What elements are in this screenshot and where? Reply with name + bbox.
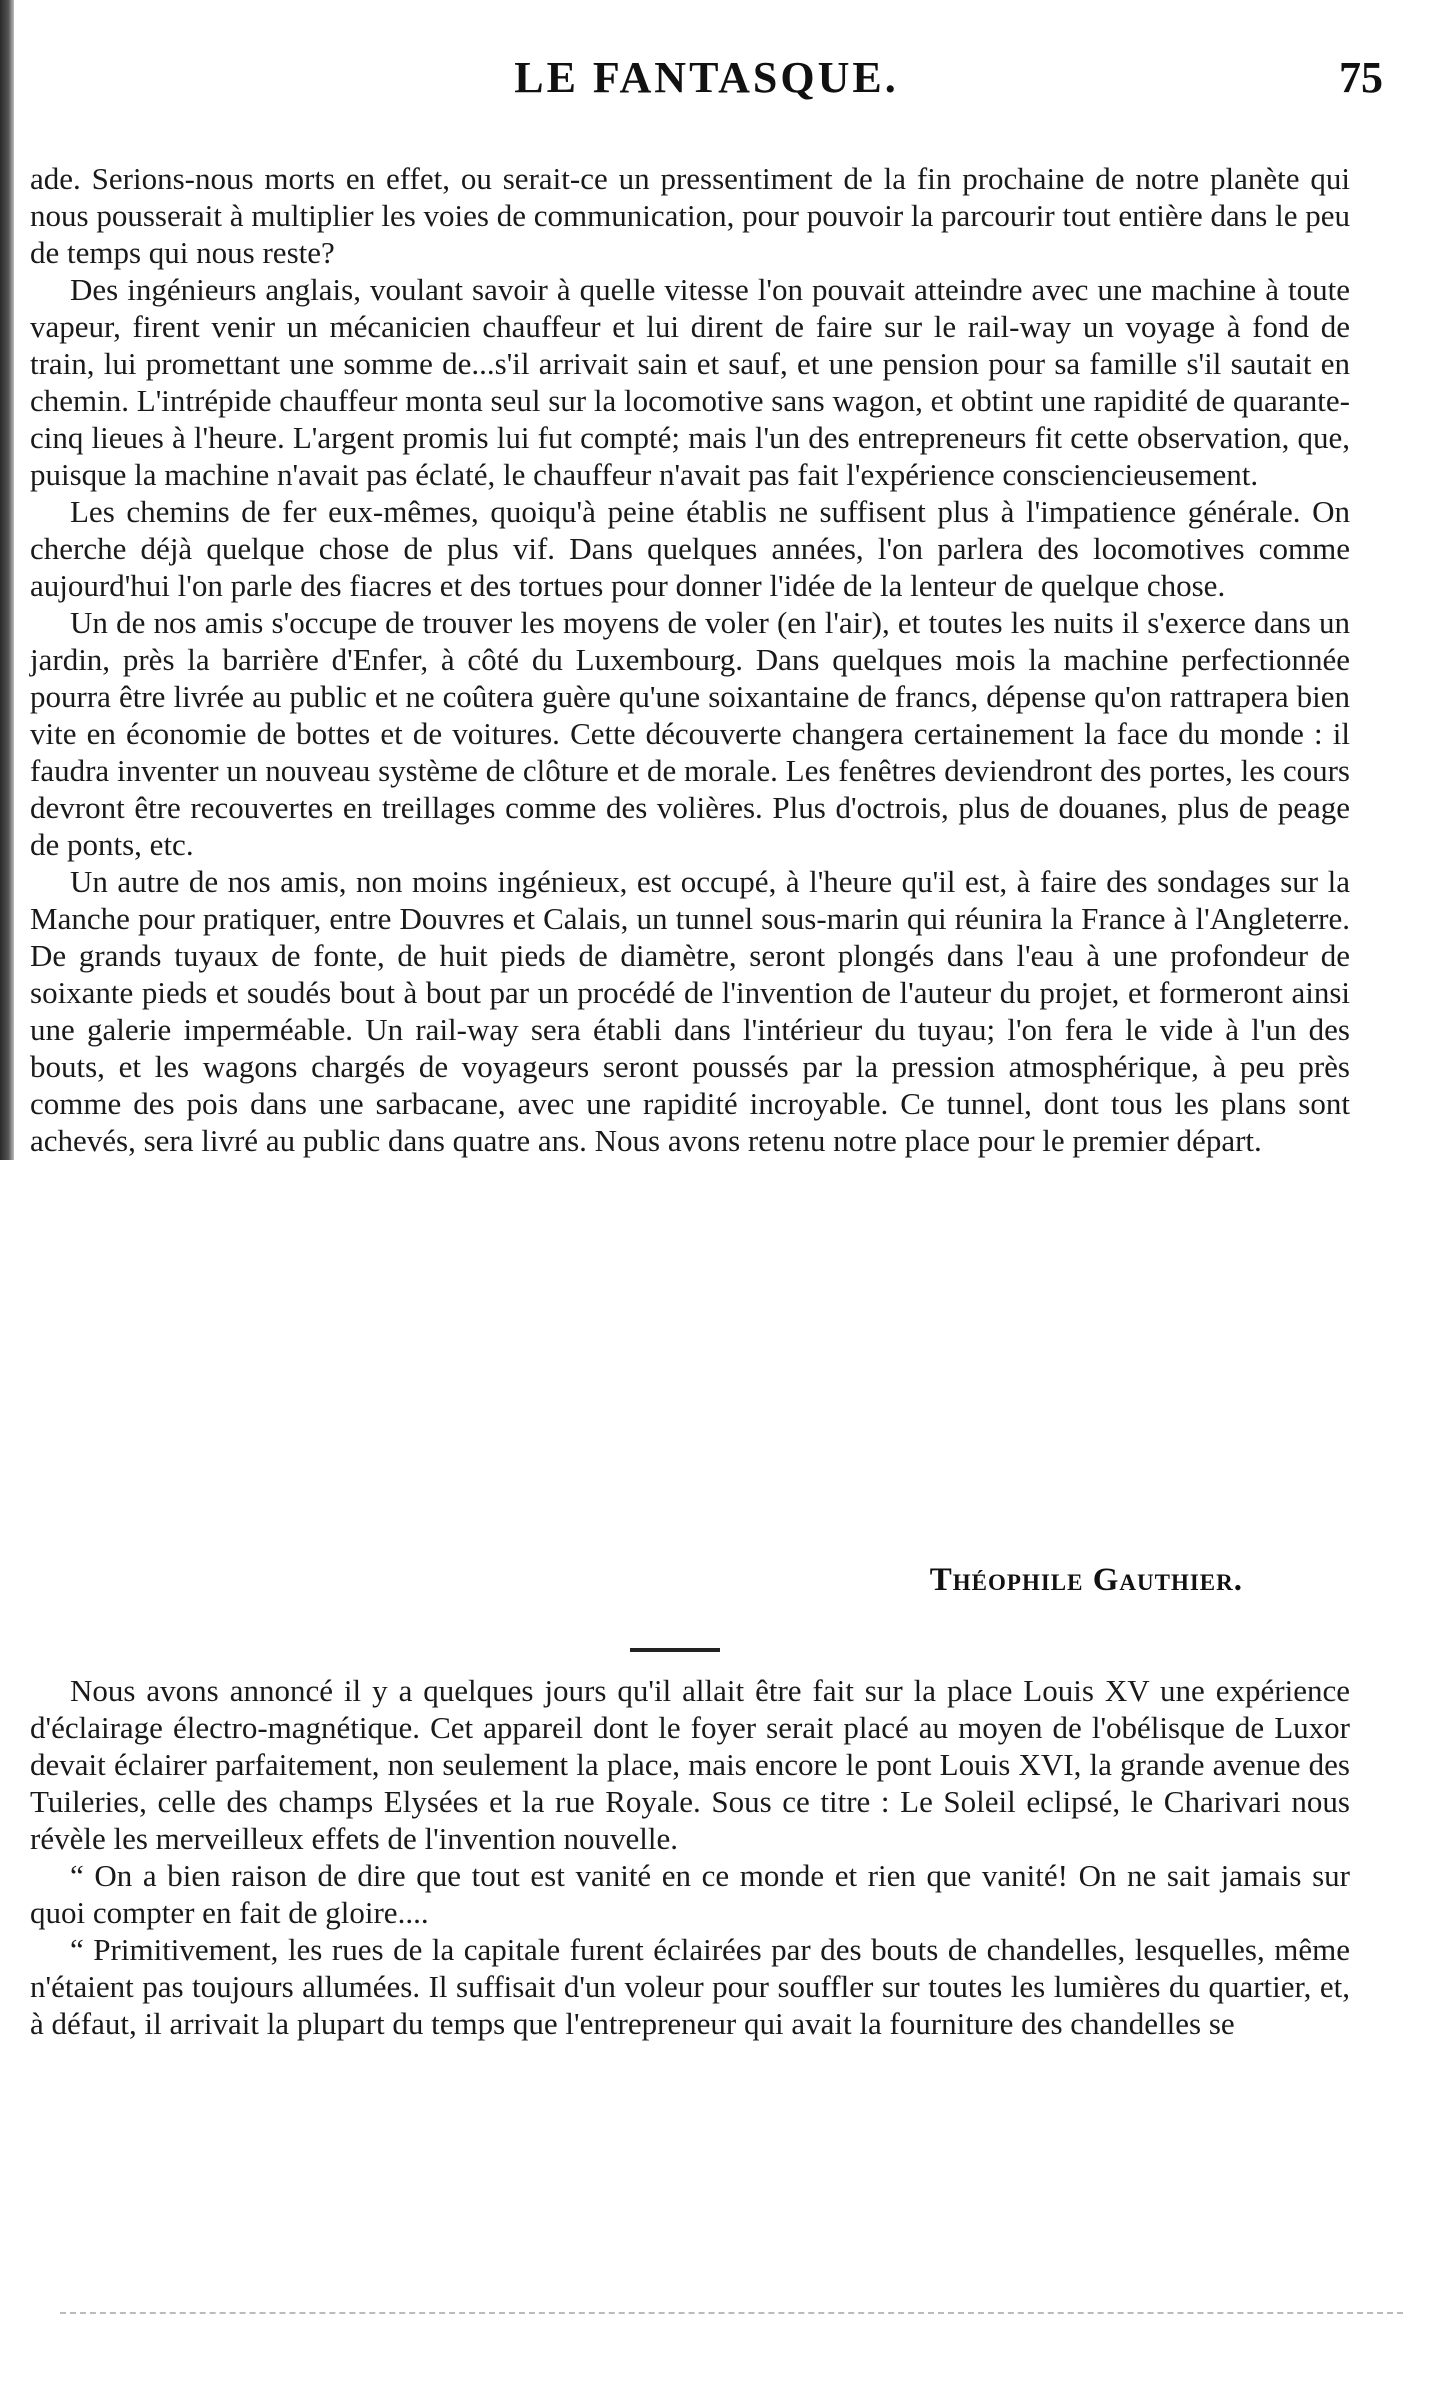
article-body	[30, 160, 1350, 1159]
article-paragraph: Un de nos amis s'occupe de trouver les moyens de voler (en l'air), et toutes les nuits il s'exerce dans un jardin, près la barrière d'Enfer, à côté du Luxembourg. Dans quelques mois la machine perfectionnée pourra être livrée au public et ne coûtera guère qu'une soixantaine de francs, dépense qu'on rattrapera bien vite en économie de bottes et de voitures. Cette découverte changera certainement la face du monde : il faudra inventer un nouveau système de clôture et de morale. Les fenêtres deviendront des portes, les cours devront être recouvertes en treillages comme des volières. Plus d'octrois, plus de douanes, plus de peage de ponts, etc.	[30, 605, 1350, 862]
bottom-rule	[60, 2312, 1403, 2314]
page-header	[30, 52, 1383, 122]
article-paragraph: Des ingénieurs anglais, voulant savoir à quelle vitesse l'on pouvait atteindre avec une machine à toute vapeur, firent venir un mécanicien chauffeur et lui dirent de faire sur le rail-way un voyage à fond de train, lui promettant une somme de...s'il arrivait sain et sauf, et une pension pour sa famille s'il sautait en chemin. L'intrépide chauffeur monta seul sur la locomotive sans wagon, et obtint une rapidité de quarante-cinq lieues à l'heure. L'argent promis lui fut compté; mais l'un des entrepreneurs fit cette observation, que, puisque la machine n'avait pas éclaté, le chauffeur n'avait pas fait l'expérience consciencieusement.	[30, 272, 1350, 492]
article-paragraph: Les chemins de fer eux-mêmes, quoiqu'à peine établis ne suffisent plus à l'impatience générale. On cherche déjà quelque chose de plus vif. Dans quelques années, l'on parlera des locomotives comme aujourd'hui l'on parle des fiacres et des tortues pour donner l'idée de la lenteur de quelque chose.	[30, 494, 1350, 603]
news-paragraph: Nous avons annoncé il y a quelques jours qu'il allait être fait sur la place Louis XV une expérience d'éclairage électro-magnétique. Cet appareil dont le foyer serait placé au moyen de l'obélisque de Luxor devait éclairer parfaitement, non seulement la place, mais encore le pont Louis XVI, la grande avenue des Tuileries, celle des champs Elysées et la rue Royale. Sous ce titre : Le Soleil eclipsé, le Charivari nous révèle les merveilleux effets de l'invention nouvelle.	[30, 1673, 1350, 1856]
running-title: LE FANTASQUE.	[514, 53, 899, 102]
article-paragraph: ade. Serions-nous morts en effet, ou serait-ce un pressentiment de la fin prochaine de notre planète qui nous pousserait à multiplier les voies de communication, pour pouvoir la parcourir tout entière dans le peu de temps qui nous reste?	[30, 161, 1350, 270]
page-binding-edge	[0, 0, 14, 1160]
news-paragraph: “ Primitivement, les rues de la capitale furent éclairées par des bouts de chandelles, lesquelles, même n'étaient pas toujours allumées. Il suffisait d'un voleur pour souffler sur toutes les lumières du quartier, et, à défaut, il arrivait la plupart du temps que l'entrepreneur qui avait la fourniture des chandelles se	[30, 1932, 1350, 2041]
page-number: 75	[1339, 53, 1383, 102]
news-paragraph: “ On a bien raison de dire que tout est vanité en ce monde et rien que vanité! On ne sait jamais sur quoi compter en fait de gloire....	[30, 1858, 1350, 1930]
news-item-body	[30, 1672, 1350, 2042]
author-signature: Théophile Gauthier.	[929, 1562, 1243, 1598]
section-divider	[630, 1648, 720, 1652]
article-paragraph: Un autre de nos amis, non moins ingénieux, est occupé, à l'heure qu'il est, à faire des sondages sur la Manche pour pratiquer, entre Douvres et Calais, un tunnel sous-marin qui réunira la France à l'Angleterre. De grands tuyaux de fonte, de huit pieds de diamètre, seront plongés dans l'eau à une profondeur de soixante pieds et soudés bout à bout par un procédé de l'invention de l'auteur du projet, et formeront ainsi une galerie imperméable. Un rail-way sera établi dans l'intérieur du tuyau; l'on fera le vide à l'un des bouts, et les wagons chargés de voyageurs seront poussés par la pression atmosphérique, à peu près comme des pois dans une sarbacane, avec une rapidité incroyable. Ce tunnel, dont tous les plans sont achevés, sera livré au public dans quatre ans. Nous avons retenu notre place pour le premier départ.	[30, 864, 1350, 1158]
